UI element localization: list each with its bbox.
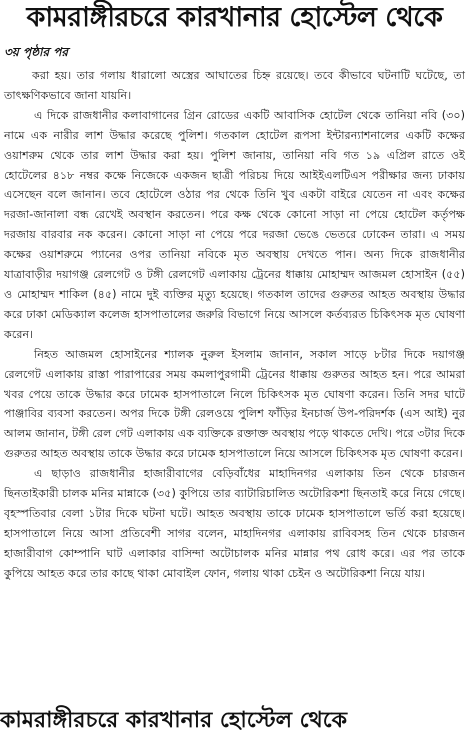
continued-from-label: ৩য় পৃষ্ঠার পর — [4, 45, 69, 59]
article-paragraph: এ ছাড়াও রাজধানীর হাজারীবাগের বেড়িবাঁধের মাহাদিনগর এলাকায় তিন থেকে চারজন ছিনতাইকারী চালক মনির মান্নাকে (৩৫) কুপিয়ে তার ব্যাটারিচালিত অটোরিকশা ছিনতাই করে নিয়ে গেছে। বৃহস্পতিবার বেলা ১টার দিকে ঘটনা ঘটে। আহত অবস্থায় তাকে ঢামেক হাসপাতালে ভর্তি করা হয়েছে। হাসপাতালে নিয়ে আসা প্রতিবেশী সাগর বলেন, মাহাদিনগর এলাকায় রাবিবসহ তিন থেকে চারজন হাজারীবাগ কোম্পানি ঘাট এলাকার বাসিন্দা অটোচালক মনির মান্নার পথ রোধ করে। এর পর তাকে কুপিয়ে আহত করে তার কাছে থাকা মোবাইল ফোন, গলায় থাকা চেইন ও অটোরিকশা নিয়ে যায়। — [4, 467, 465, 580]
headline: কামরাঙ্গীরচরে কারখানার হোস্টেল থেকে — [26, 2, 443, 33]
article-paragraph: এ দিকে রাজধানীর কলাবাগানের গ্রিন রোডের একটি আবাসিক হোটেল থেকে তানিয়া নবি (৩০) নামে এক নারীর লাশ উদ্ধার করেছে পুলিশ। গতকাল হোটেল রূপসা ইন্টারন্যাশনালের একটি কক্ষের ওয়াশরুম থেকে তার লাশ উদ্ধার করা হয়। পুলিশ জানায়, তানিয়া নবি গত ১৯ এপ্রিল রাতে ওই হোটেলের ৪১৮ নম্বর কক্ষে নিজেকে একজন ছাত্রী পরিচয় দিয়ে আইইএলটিএস পরীক্ষার জন্য ঢাকায় এসেছেন বলে জানান। তবে হোটেলে ওঠার পর থেকে তিনি খুব একটা বাইরে যেতেন না এবং কক্ষের দরজা-জানালা বন্ধ রেখেই অবস্থান করতেন। পরে কক্ষ থেকে কোনো সাড়া না পেয়ে হোটেল কর্তৃপক্ষ দরজায় বারবার নক করেন। কোনো সাড়া না পেয়ে পরে দরজা ভেঙে ভেতরে ঢোকেন তারা। এ সময় কক্ষের ওয়াশরুমে প্যানের ওপর তানিয়া নবিকে মৃত অবস্থায় দেখতে পান। অন্য দিকে রাজধানীর যাত্রাবাড়ীর দয়াগঞ্জ রেলগেট ও টঙ্গী রেলগেট এলাকায় ট্রেনের ধাক্কায় মোহাম্মদ আজমল হোসাইন (৫৫) ও মোহাম্মদ শাকিল (৪৫) নামে দুই ব্যক্তির মৃত্যু হয়েছে। গতকাল তাদের গুরুতর আহত অবস্থায় উদ্ধার করে ঢাকা মেডিক্যাল কলেজ হাসপাতালের জরুরি বিভাগে নিয়ে আসলে কর্তব্যরত চিকিৎসক মৃত ঘোষণা করেন। — [4, 108, 465, 341]
article-paragraph: নিহত আজমল হোসাইনের শ্যালক নুরুল ইসলাম জানান, সকাল সাড়ে ৮টার দিকে দয়াগঞ্জ রেলগেট এলাকায় রাস্তা পারাপারের সময় কমলাপুরগামী ট্রেনের ধাক্কায় গুরুতর আহত হন। পরে আমরা খবর পেয়ে তাকে উদ্ধার করে ঢামেক হাসপাতালে নিলে চিকিৎসক মৃত ঘোষণা করেন। তিনি সদর ঘাটে পাঞ্জাবির ব্যবসা করতেন। অপর দিকে টঙ্গী রেলওয়ে পুলিশ ফাঁড়ির ইনচার্জ উপ-পরিদর্শক (এস আই) নুর আলম জানান, টঙ্গী রেল গেট এলাকায় এক ব্যক্তিকে রক্তাক্ত অবস্থায় পড়ে থাকতে দেখি। পরে ৩টার দিকে গুরুতর আহত অবস্থায় তাকে উদ্ধার করে ঢামেক হাসপাতালে নিয়ে আসলে চিকিৎসক মৃত ঘোষণা করেন। — [4, 347, 465, 461]
article-paragraph: করা হয়। তার গলায় ধারালো অস্ত্রের আঘাতের চিহ্ন রয়েছে। তবে কীভাবে ঘটনাটি ঘটেছে, তা তাৎক্ষণিকভাবে জানা যায়নি। — [4, 69, 465, 102]
next-headline-fragment: কামরাঙ্গীরচরে কারখানার হোস্টেল থেকে — [0, 708, 348, 733]
article-body — [4, 66, 465, 584]
